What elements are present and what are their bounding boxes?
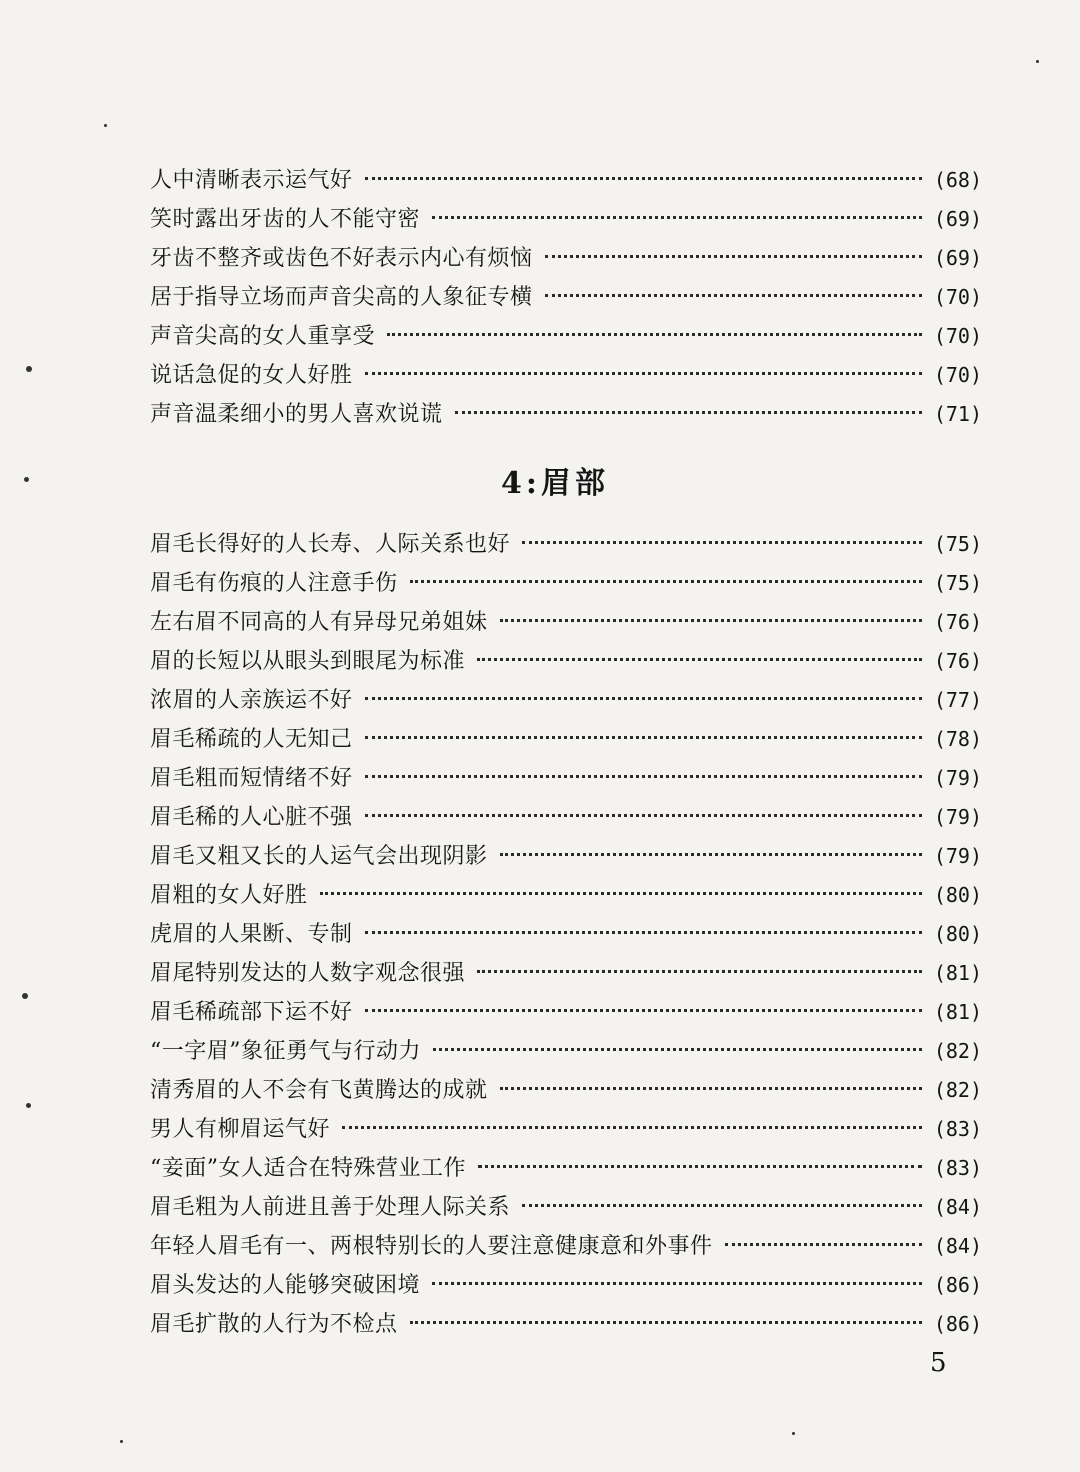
toc-entry-page: (83) <box>933 1156 982 1180</box>
dot-leader <box>365 177 922 180</box>
toc-entry <box>150 1305 982 1344</box>
toc-entry-title: “一字眉”象征勇气与行动力 <box>150 1039 421 1064</box>
toc-entry-page: (81) <box>933 1000 982 1024</box>
toc-entry-page: (75) <box>933 532 982 556</box>
toc-entry-title: 声音尖高的女人重享受 <box>150 324 376 349</box>
toc-entry <box>150 564 982 603</box>
toc-entry-page: (70) <box>933 324 982 348</box>
dot-leader <box>365 697 922 700</box>
toc-entry <box>150 395 982 434</box>
toc-entry-title: 眉毛粗为人前进且善于处理人际关系 <box>150 1195 511 1220</box>
toc-entry <box>150 200 982 239</box>
toc-entry <box>150 837 982 876</box>
toc-entry-page: (70) <box>933 285 982 309</box>
toc-entry <box>150 161 982 200</box>
section-heading: 4:眉部 <box>501 466 609 501</box>
toc-entry-page: (70) <box>933 363 982 387</box>
toc-list-upper <box>150 161 982 434</box>
toc-entry-title: 眉毛稀疏的人无知己 <box>150 727 353 752</box>
dot-leader <box>365 372 922 375</box>
toc-entry-title: 左右眉不同高的人有异母兄弟姐妹 <box>150 610 488 635</box>
dot-leader <box>545 255 922 258</box>
dot-leader <box>365 814 922 817</box>
toc-entry <box>150 876 982 915</box>
toc-entry-page: (77) <box>933 688 982 712</box>
toc-entry-page: (81) <box>933 961 982 985</box>
toc-entry-page: (80) <box>933 883 982 907</box>
toc-entry <box>150 317 982 356</box>
toc-entry-page: (79) <box>933 844 982 868</box>
toc-entry-title: 眉毛稀疏部下运不好 <box>150 1000 353 1025</box>
toc-entry-title: “妾面”女人适合在特殊营业工作 <box>150 1156 466 1181</box>
dot-leader <box>342 1126 922 1129</box>
toc-entry <box>150 1227 982 1266</box>
toc-entry-page: (69) <box>933 246 982 270</box>
toc-entry-page: (69) <box>933 207 982 231</box>
toc-entry-title: 笑时露出牙齿的人不能守密 <box>150 207 421 232</box>
toc-entry <box>150 1149 982 1188</box>
toc-entry <box>150 642 982 681</box>
toc-entry <box>150 1266 982 1305</box>
toc-entry-title: 浓眉的人亲族运不好 <box>150 688 353 713</box>
toc-entry <box>150 603 982 642</box>
dot-leader <box>410 580 922 583</box>
toc-entry-page: (75) <box>933 571 982 595</box>
toc-entry-title: 眉毛扩散的人行为不检点 <box>150 1312 398 1337</box>
toc-entry-title: 男人有柳眉运气好 <box>150 1117 331 1142</box>
toc-entry <box>150 239 982 278</box>
dot-leader <box>365 736 922 739</box>
toc-entry <box>150 525 982 564</box>
toc-entry-page: (79) <box>933 766 982 790</box>
toc-entry <box>150 720 982 759</box>
toc-entry-page: (68) <box>933 168 982 192</box>
dot-leader <box>522 1204 922 1207</box>
toc-entry <box>150 1032 982 1071</box>
dot-leader <box>455 411 922 414</box>
toc-entry-page: (84) <box>933 1234 982 1258</box>
toc-entry-page: (82) <box>933 1039 982 1063</box>
toc-entry-page: (84) <box>933 1195 982 1219</box>
dot-leader <box>500 853 922 856</box>
dot-leader <box>365 775 922 778</box>
scan-speck <box>120 1440 123 1443</box>
toc-entry-page: (71) <box>933 402 982 426</box>
scan-speck <box>26 1103 31 1108</box>
toc-entry-title: 眉头发达的人能够突破困境 <box>150 1273 421 1298</box>
toc-entry <box>150 915 982 954</box>
toc-entry-page: (76) <box>933 649 982 673</box>
toc-entry-title: 眉毛长得好的人长寿、人际关系也好 <box>150 532 511 557</box>
toc-entry-title: 眉毛粗而短情绪不好 <box>150 766 353 791</box>
dot-leader <box>432 1282 922 1285</box>
toc-entry-title: 眉毛有伤痕的人注意手伤 <box>150 571 398 596</box>
dot-leader <box>365 931 922 934</box>
dot-leader <box>433 1048 922 1051</box>
dot-leader <box>365 1009 922 1012</box>
dot-leader <box>477 658 922 661</box>
toc-entry-page: (80) <box>933 922 982 946</box>
toc-entry-title: 说话急促的女人好胜 <box>150 363 353 388</box>
dot-leader <box>725 1243 922 1246</box>
toc-entry <box>150 1071 982 1110</box>
toc-entry-page: (82) <box>933 1078 982 1102</box>
toc-entry <box>150 993 982 1032</box>
toc-entry-title: 虎眉的人果断、专制 <box>150 922 353 947</box>
toc-entry-page: (86) <box>933 1273 982 1297</box>
toc-entry <box>150 798 982 837</box>
dot-leader <box>432 216 922 219</box>
dot-leader <box>478 1165 922 1168</box>
toc-entry-title: 眉毛稀的人心脏不强 <box>150 805 353 830</box>
toc-entry <box>150 1188 982 1227</box>
toc-entry-title: 眉毛又粗又长的人运气会出现阴影 <box>150 844 488 869</box>
dot-leader <box>477 970 922 973</box>
toc-entry <box>150 278 982 317</box>
scan-speck <box>1036 60 1039 63</box>
toc-entry-title: 眉的长短以从眼头到眼尾为标准 <box>150 649 466 674</box>
scan-speck <box>22 993 28 999</box>
toc-entry-title: 人中清晰表示运气好 <box>150 168 353 193</box>
toc-entry-page: (78) <box>933 727 982 751</box>
toc-entry-title: 清秀眉的人不会有飞黄腾达的成就 <box>150 1078 488 1103</box>
toc-entry-title: 牙齿不整齐或齿色不好表示内心有烦恼 <box>150 246 533 271</box>
toc-entry-title: 居于指导立场而声音尖高的人象征专横 <box>150 285 533 310</box>
page-number: 5 <box>930 1348 947 1378</box>
toc-entry-title: 眉尾特别发达的人数字观念很强 <box>150 961 466 986</box>
scan-speck <box>26 366 32 372</box>
dot-leader <box>545 294 922 297</box>
toc-entry-title: 声音温柔细小的男人喜欢说谎 <box>150 402 443 427</box>
dot-leader <box>320 892 922 895</box>
scan-speck <box>104 124 107 127</box>
toc-entry-title: 眉粗的女人好胜 <box>150 883 308 908</box>
dot-leader <box>410 1321 922 1324</box>
toc-entry <box>150 954 982 993</box>
scan-speck <box>792 1432 795 1435</box>
toc-entry <box>150 356 982 395</box>
toc-entry <box>150 1110 982 1149</box>
scan-speck <box>24 477 29 482</box>
dot-leader <box>500 619 922 622</box>
toc-entry <box>150 681 982 720</box>
dot-leader <box>387 333 922 336</box>
toc-list-eyebrow-section <box>150 525 982 1344</box>
toc-entry <box>150 759 982 798</box>
toc-entry-page: (83) <box>933 1117 982 1141</box>
toc-entry-page: (86) <box>933 1312 982 1336</box>
dot-leader <box>522 541 922 544</box>
dot-leader <box>500 1087 922 1090</box>
toc-entry-page: (79) <box>933 805 982 829</box>
toc-entry-page: (76) <box>933 610 982 634</box>
toc-entry-title: 年轻人眉毛有一、两根特别长的人要注意健康意和外事件 <box>150 1234 713 1259</box>
